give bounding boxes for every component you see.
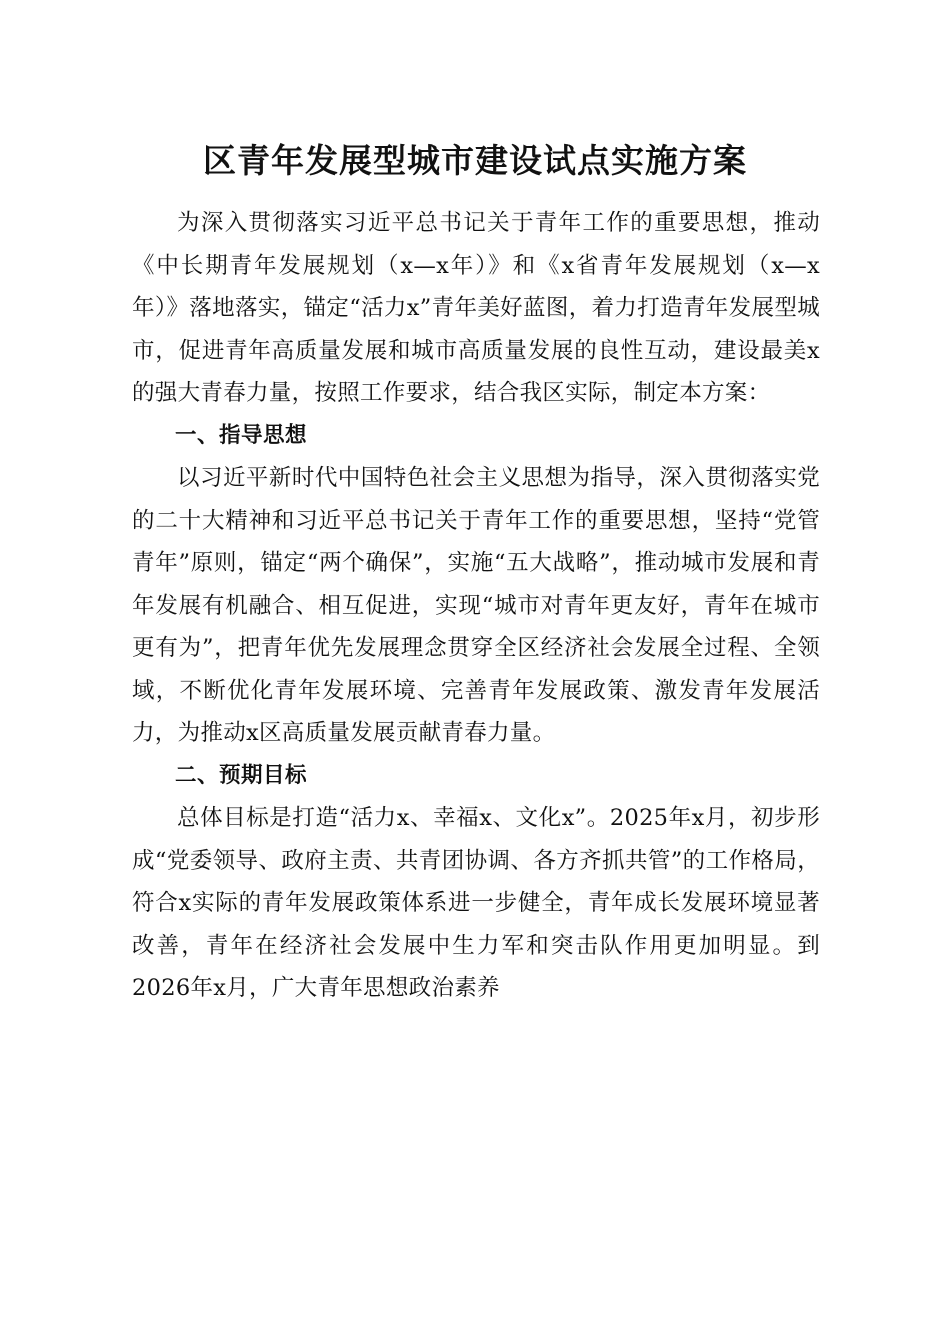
section-heading: 一、指导思想 — [175, 422, 308, 448]
document-body — [132, 202, 820, 1010]
intro-paragraph: 为深入贯彻落实习近平总书记关于青年工作的重要思想，推动《中长期青年发展规划（x—x年）》和《x省青年发展规划（x—x年）》落地落实，锚定“活力x”青年美好蓝图，着力打造青年发展型城市，促进青年高质量发展和城市高质量发展的良性互动，建设最美x的强大青春力量，按照工作要求，结合我区实际，制定本方案： — [132, 210, 820, 406]
section-guiding-ideology — [132, 415, 820, 755]
section-paragraph: 以习近平新时代中国特色社会主义思想为指导，深入贯彻落实党的二十大精神和习近平总书记关于青年工作的重要思想，坚持“党管青年”原则，锚定“两个确保”，实施“五大战略”，推动城市发展和青年发展有机融合、相互促进，实现“城市对青年更友好，青年在城市更有为”，把青年优先发展理念贯穿全区经济社会发展全过程、全领域，不断优化青年发展环境、完善青年发展政策、激发青年发展活力，为推动x区高质量发展贡献青春力量。 — [132, 465, 820, 746]
section-paragraph: 总体目标是打造“活力x、幸福x、文化x”。2025年x月，初步形成“党委领导、政府主责、共青团协调、各方齐抓共管”的工作格局，符合x实际的青年发展政策体系进一步健全，青年成长发展环境显著改善，青年在经济社会发展中生力军和突击队作用更加明显。到2026年x月，广大青年思想政治素养 — [132, 805, 820, 1001]
section-heading: 二、预期目标 — [175, 762, 308, 788]
document-title: 区青年发展型城市建设试点实施方案 — [203, 141, 747, 180]
section-expected-goals — [132, 755, 820, 1010]
